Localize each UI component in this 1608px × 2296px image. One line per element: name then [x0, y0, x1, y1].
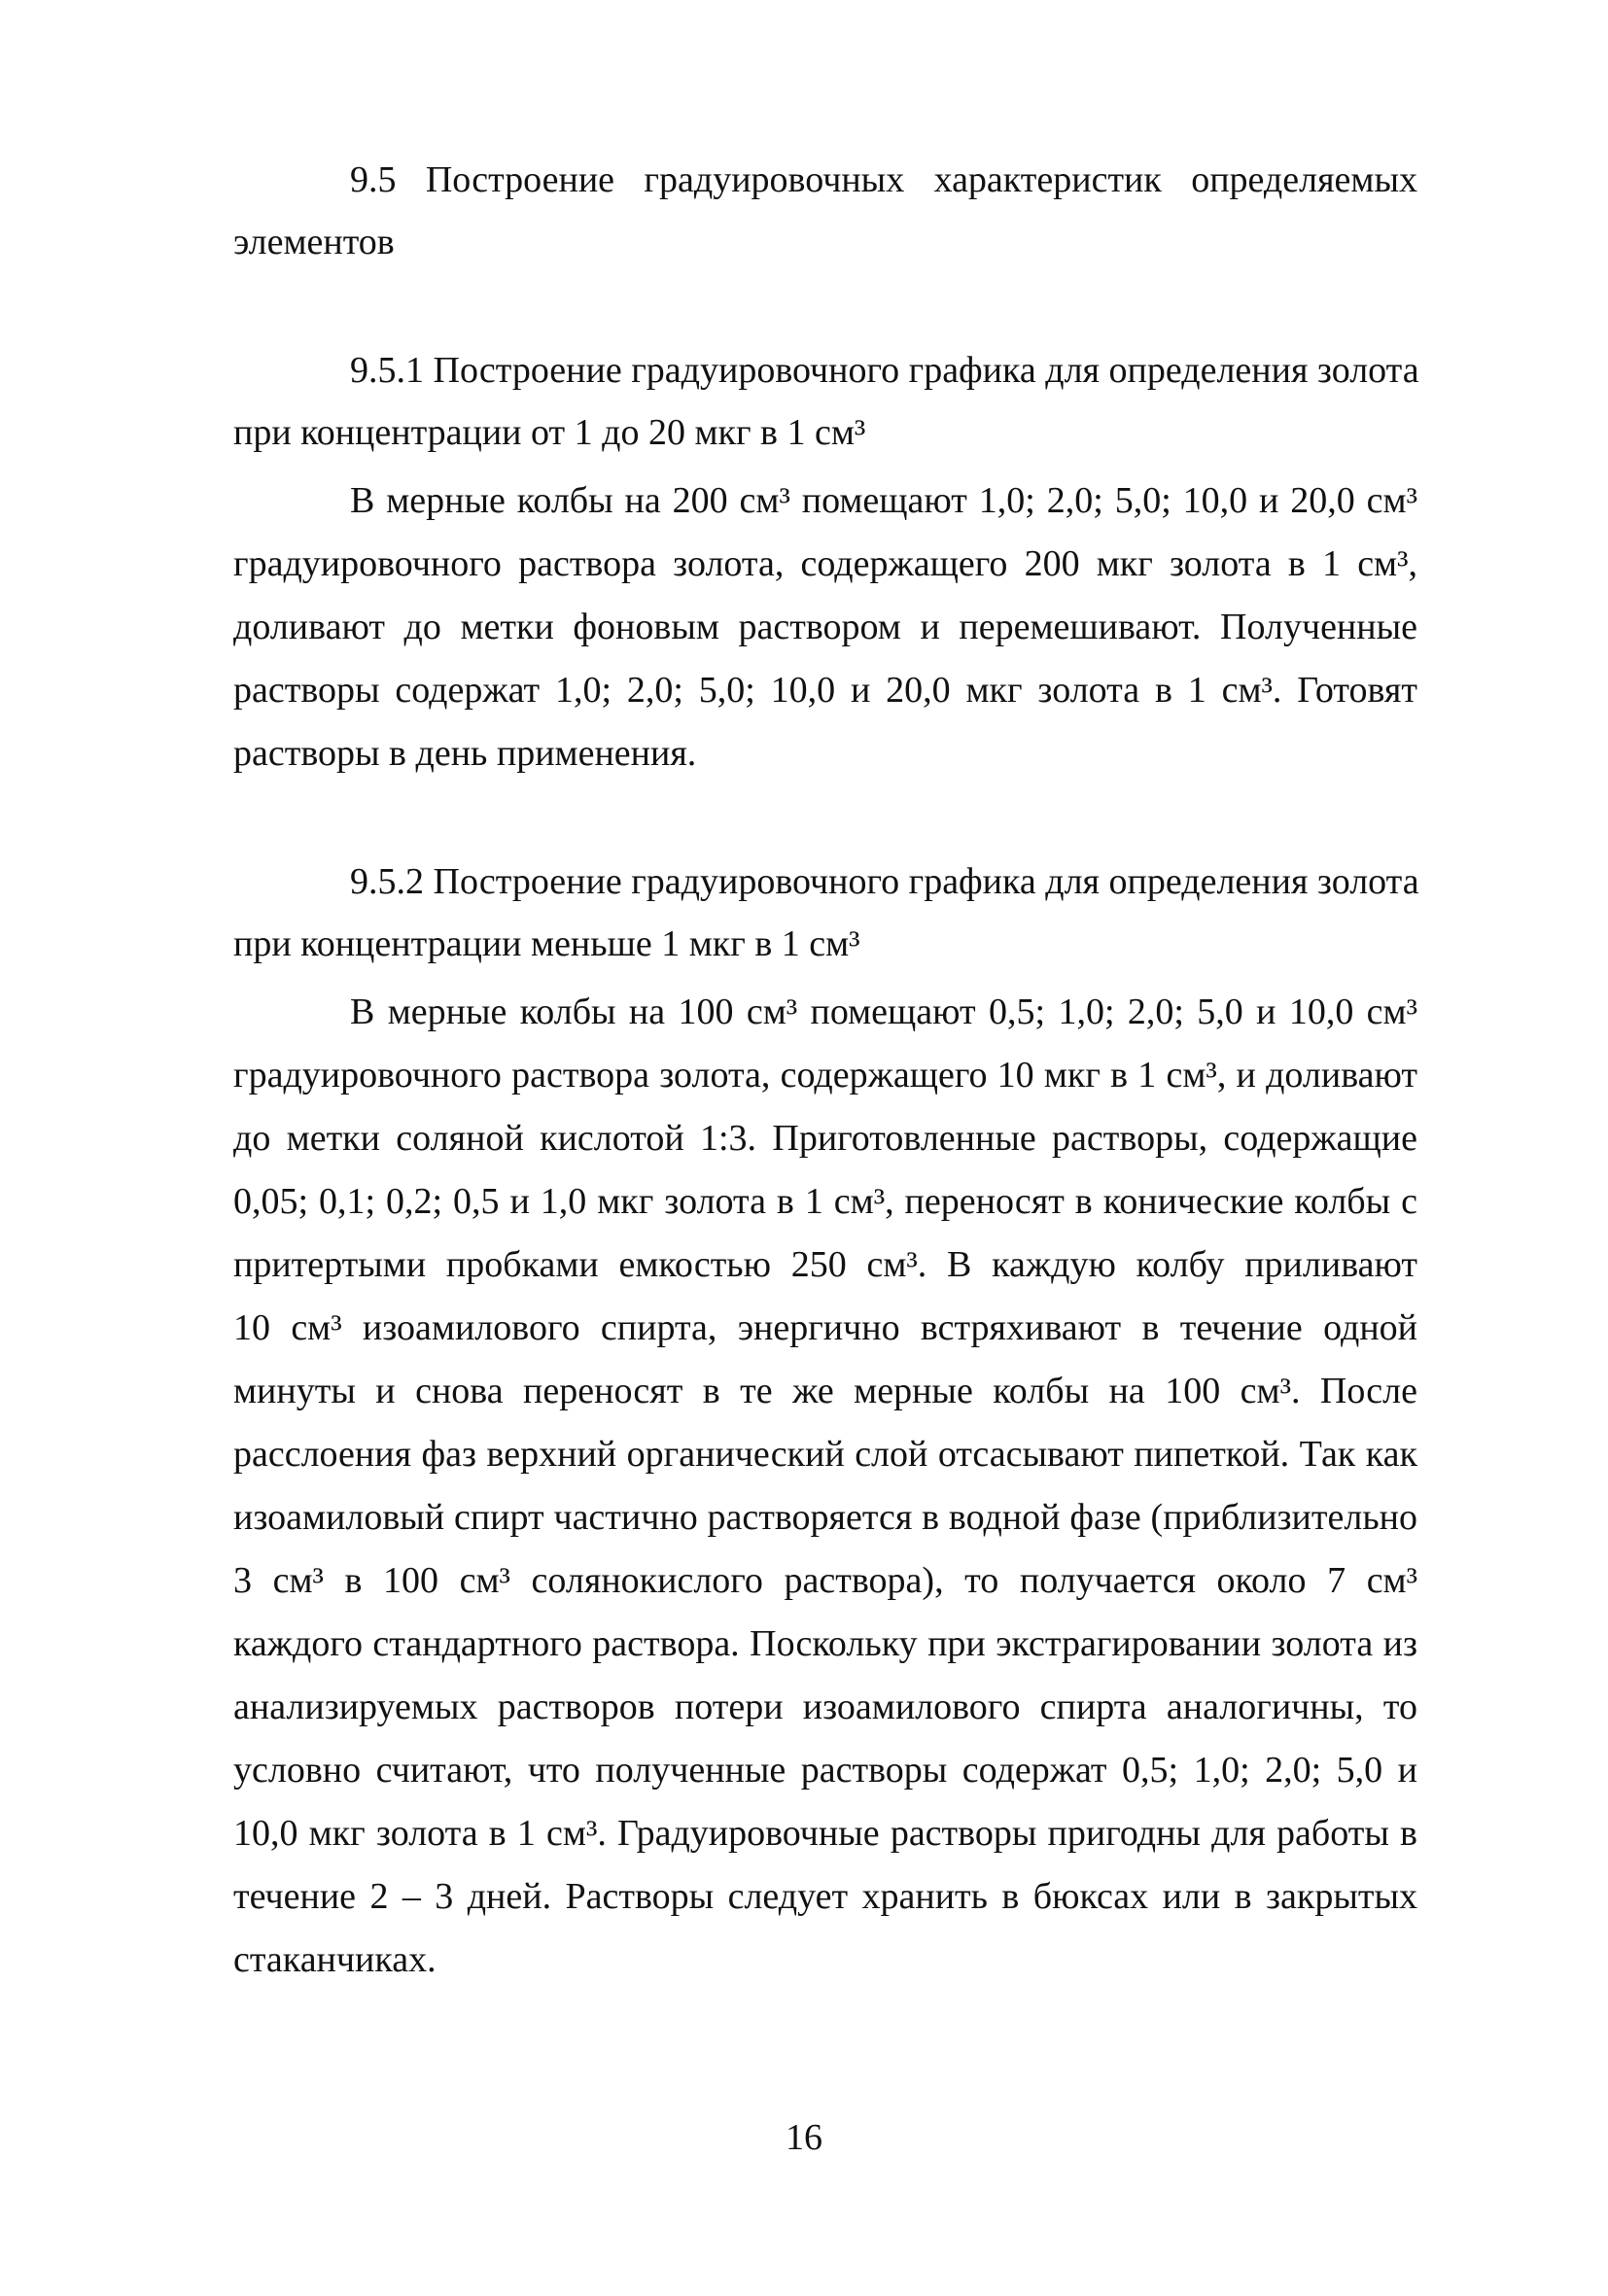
paragraph-9-5-2-line: притертыми пробками емкостью 250 см³. В каждую колбу приливают: [233, 1244, 1417, 1285]
paragraph-9-5-2-line: течение 2 – 3 дней. Растворы следует хранить в бюксах или в закрытых: [233, 1876, 1417, 1917]
paragraph-9-5-1-line: градуировочного раствора золота, содержащего 200 мкг золота в 1 см³,: [233, 543, 1417, 584]
paragraph-9-5-2-line: 10,0 мкг золота в 1 см³. Градуировочные растворы пригодны для работы в: [233, 1813, 1417, 1854]
paragraph-9-5-1-line: доливают до метки фоновым раствором и перемешивают. Полученные: [233, 607, 1417, 647]
subsection-heading-9-5-2-line2: при концентрации меньше 1 мкг в 1 см³: [233, 923, 860, 964]
paragraph-9-5-2-line: 10 см³ изоамилового спирта, энергично встряхивают в течение одной: [233, 1307, 1417, 1348]
paragraph-9-5-2-line: стаканчиках.: [233, 1939, 437, 1980]
paragraph-9-5-2-line: до метки соляной кислотой 1:3. Приготовленные растворы, содержащие: [233, 1118, 1417, 1159]
paragraph-9-5-2-line: минуты и снова переносят в те же мерные колбы на 100 см³. После: [233, 1371, 1417, 1411]
paragraph-9-5-2-line: условно считают, что полученные растворы содержат 0,5; 1,0; 2,0; 5,0 и: [233, 1750, 1417, 1791]
paragraph-9-5-2-line: 0,05; 0,1; 0,2; 0,5 и 1,0 мкг золота в 1 см³, переносят в конические колбы с: [233, 1181, 1417, 1222]
subsection-heading-9-5-1-line1: 9.5.1 Построение градуировочного графика для определения золота: [350, 350, 1419, 391]
paragraph-9-5-2-line: градуировочного раствора золота, содержащего 10 мкг в 1 см³, и доливают: [233, 1055, 1417, 1096]
subsection-heading-9-5-1-line2: при концентрации от 1 до 20 мкг в 1 см³: [233, 412, 866, 453]
paragraph-9-5-1-line: В мерные колбы на 200 см³ помещают 1,0; 2,0; 5,0; 10,0 и 20,0 см³: [350, 480, 1417, 521]
paragraph-9-5-1-line: растворы содержат 1,0; 2,0; 5,0; 10,0 и 20,0 мкг золота в 1 см³. Готовят: [233, 670, 1417, 711]
paragraph-9-5-2-line: расслоения фаз верхний органический слой отсасывают пипеткой. Так как: [233, 1434, 1417, 1475]
section-heading-9-5-line2: элементов: [233, 222, 395, 262]
subsection-heading-9-5-2-line1: 9.5.2 Построение градуировочного графика для определения золота: [350, 861, 1419, 902]
page-number: 16: [786, 2117, 822, 2158]
paragraph-9-5-1-line: растворы в день применения.: [233, 733, 697, 774]
paragraph-9-5-2-line: анализируемых растворов потери изоамилового спирта аналогичны, то: [233, 1687, 1417, 1727]
paragraph-9-5-2-line: каждого стандартного раствора. Поскольку при экстрагировании золота из: [233, 1623, 1417, 1664]
paragraph-9-5-2-line: изоамиловый спирт частично растворяется в водной фазе (приблизительно: [233, 1497, 1417, 1538]
section-heading-9-5-line1: 9.5 Построение градуировочных характеристик определяемых: [350, 159, 1417, 200]
paragraph-9-5-2-line: 3 см³ в 100 см³ солянокислого раствора), то получается около 7 см³: [233, 1560, 1417, 1601]
paragraph-9-5-2-line: В мерные колбы на 100 см³ помещают 0,5; 1,0; 2,0; 5,0 и 10,0 см³: [350, 991, 1417, 1032]
